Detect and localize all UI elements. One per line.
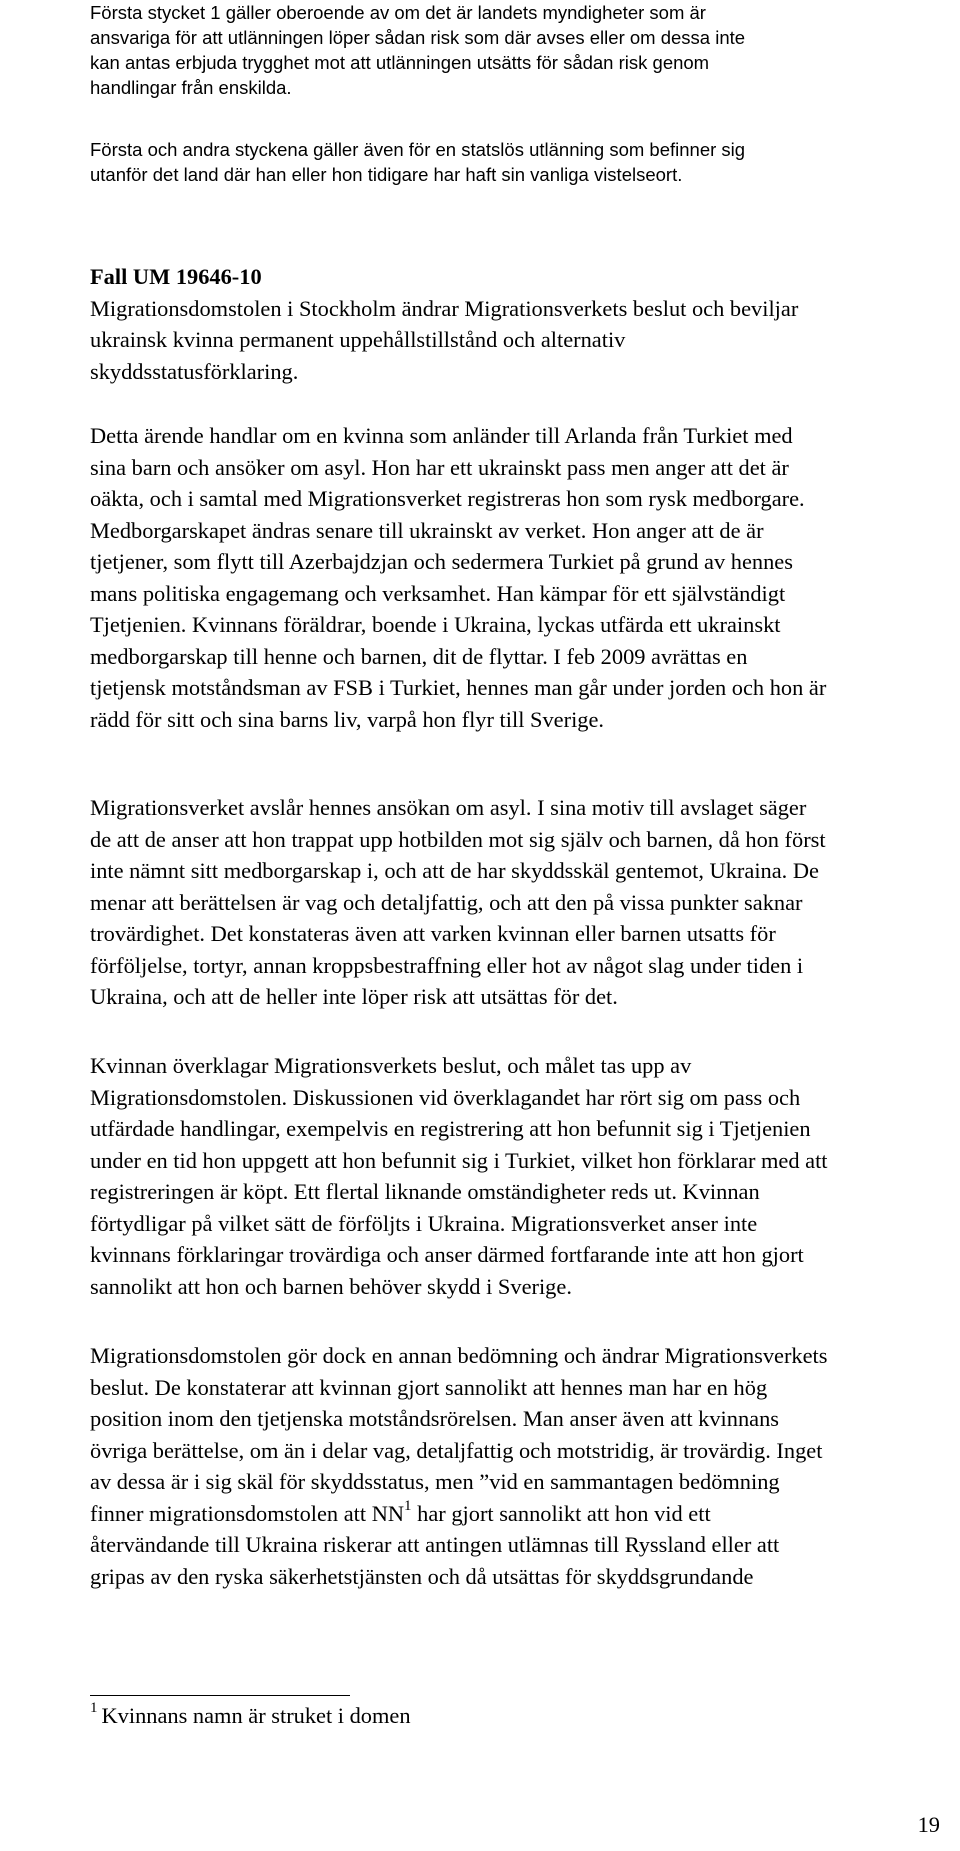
- text-line: position inom den tjetjenska motståndsrörelsen. Man anser även att kvinnans: [90, 1406, 779, 1431]
- law-text-paragraph-2: [90, 137, 940, 187]
- text-line: utanför det land där han eller hon tidigare har haft sin vanliga vistelseort.: [90, 164, 683, 185]
- text-line: menar att berättelsen är vag och detaljfattig, och att den på vissa punkter saknar: [90, 889, 803, 915]
- case-paragraph-background: [90, 420, 942, 735]
- text-line: sina barn och ansöker om asyl. Hon har ett ukrainskt pass men anger att det är: [90, 454, 789, 480]
- text-line: mans politiska engagemang och verksamhet. Han kämpar för ett självständigt: [90, 580, 786, 606]
- text-line: gripas av den ryska säkerhetstjänsten och då utsättas för skyddsgrundande: [90, 1563, 754, 1589]
- text-segment: finner migrationsdomstolen att NN: [90, 1500, 405, 1526]
- footnote-text: Kvinnans namn är struket i domen: [101, 1703, 411, 1728]
- text-line: Kvinnan överklagar Migrationsverkets beslut, och målet tas upp av: [90, 1053, 692, 1078]
- text-line: ukrainsk kvinna permanent uppehållstillstånd och alternativ: [90, 327, 626, 352]
- text-line: förföljelse, tortyr, annan kroppsbestraffning eller hot av något slag under tiden i: [90, 952, 804, 978]
- footnote-reference: 1: [404, 1498, 412, 1515]
- text-line: Medborgarskapet ändras senare till ukrainskt av verket. Hon anger att de är: [90, 517, 764, 543]
- text-line: Detta ärende handlar om en kvinna som anländer till Arlanda från Turkiet med: [90, 423, 793, 448]
- text-line: av dessa är i sig skäl för skyddsstatus, men ”vid en sammantagen bedömning: [90, 1469, 780, 1494]
- text-line: kan antas erbjuda trygghet mot att utlänningen utsätts för sådan risk genom: [90, 52, 710, 73]
- text-line: återvändande till Ukraina riskerar att antingen utlämnas till Ryssland eller att: [90, 1532, 780, 1557]
- text-line: Ukraina, och att de heller inte löper risk att utsättas för det.: [90, 984, 618, 1009]
- text-line: tjetjensk motståndsman av FSB i Turkiet, hennes man går under jorden och hon är: [90, 675, 827, 700]
- text-line: övriga berättelse, om än i delar vag, detaljfattig och motstridig, är trovärdig. Inget: [90, 1437, 823, 1463]
- text-line: Migrationsdomstolen. Diskussionen vid överklagandet har rört sig om pass och: [90, 1084, 801, 1110]
- case-paragraph-court-decision: [90, 1340, 942, 1592]
- case-paragraph-rejection: [90, 792, 942, 1013]
- case-section: [90, 261, 942, 387]
- text-line: under en tid hon uppgett att hon befunnit sig i Turkiet, vilket hon förklarar med att: [90, 1147, 828, 1173]
- text-line: inte nämnt sitt medborgarskap i, och att de har skyddsskäl gentemot, Ukraina. De: [90, 858, 819, 883]
- footnote-separator: [90, 1695, 350, 1696]
- text-line: förtydligar på vilket sätt de förföljts i Ukraina. Migrationsverket anser inte: [90, 1210, 758, 1236]
- text-line: handlingar från enskilda.: [90, 77, 292, 98]
- text-line: de att de anser att hon trappat upp hotbilden mot sig själv och barnen, då hon först: [90, 826, 826, 852]
- case-title: Fall UM 19646-10: [90, 264, 262, 289]
- text-line: oäkta, och i samtal med Migrationsverket registreras hon som rysk medborgare.: [90, 486, 805, 511]
- text-line: rädd för sitt och sina barns liv, varpå hon flyr till Sverige.: [90, 706, 605, 732]
- case-paragraph-appeal: [90, 1050, 942, 1302]
- footnote-marker: 1: [90, 1699, 98, 1716]
- text-line: ansvariga för att utlänningen löper sådan risk som där avses eller om dessa inte: [90, 27, 746, 48]
- text-line: sannolikt att hon och barnen behöver skydd i Sverige.: [90, 1273, 572, 1299]
- text-line: utfärdade handlingar, exempelvis en registrering att hon befunnit sig i Tjetjenien: [90, 1116, 811, 1141]
- text-line: Första och andra styckena gäller även för en statslös utlänning som befinner sig: [90, 139, 746, 160]
- page-number: 19: [917, 1812, 940, 1837]
- text-line-with-footnote: [90, 1498, 942, 1530]
- text-line: beslut. De konstaterar att kvinnan gjort sannolikt att hennes man har en hög: [90, 1374, 768, 1400]
- text-line: trovärdighet. Det konstateras även att varken kvinnan eller barnen utsatts för: [90, 921, 776, 946]
- text-line: Migrationsverket avslår hennes ansökan om asyl. I sina motiv till avslaget säger: [90, 795, 807, 820]
- text-line: registreringen är köpt. Ett flertal liknande omständigheter reds ut. Kvinnan: [90, 1179, 760, 1204]
- text-line: skyddsstatusförklaring.: [90, 358, 299, 384]
- law-text-paragraph-1: [90, 0, 940, 100]
- text-line: tjetjener, som flytt till Azerbajdzjan och sedermera Turkiet på grund av hennes: [90, 549, 793, 574]
- text-line: kvinnans förklaringar trovärdiga och anser därmed fortfarande inte att hon gjort: [90, 1242, 804, 1267]
- text-segment: har gjort sannolikt att hon vid ett: [411, 1500, 711, 1526]
- text-line: Migrationsdomstolen i Stockholm ändrar Migrationsverkets beslut och beviljar: [90, 295, 799, 321]
- footnote: [90, 1700, 411, 1732]
- text-line: Tjetjenien. Kvinnans föräldrar, boende i Ukraina, lyckas utfärda ett ukrainskt: [90, 612, 781, 637]
- text-line: medborgarskap till henne och barnen, dit de flyttar. I feb 2009 avrättas en: [90, 643, 748, 669]
- text-line: Första stycket 1 gäller oberoende av om det är landets myndigheter som är: [90, 2, 706, 23]
- text-line: Migrationsdomstolen gör dock en annan bedömning och ändrar Migrationsverkets: [90, 1343, 828, 1368]
